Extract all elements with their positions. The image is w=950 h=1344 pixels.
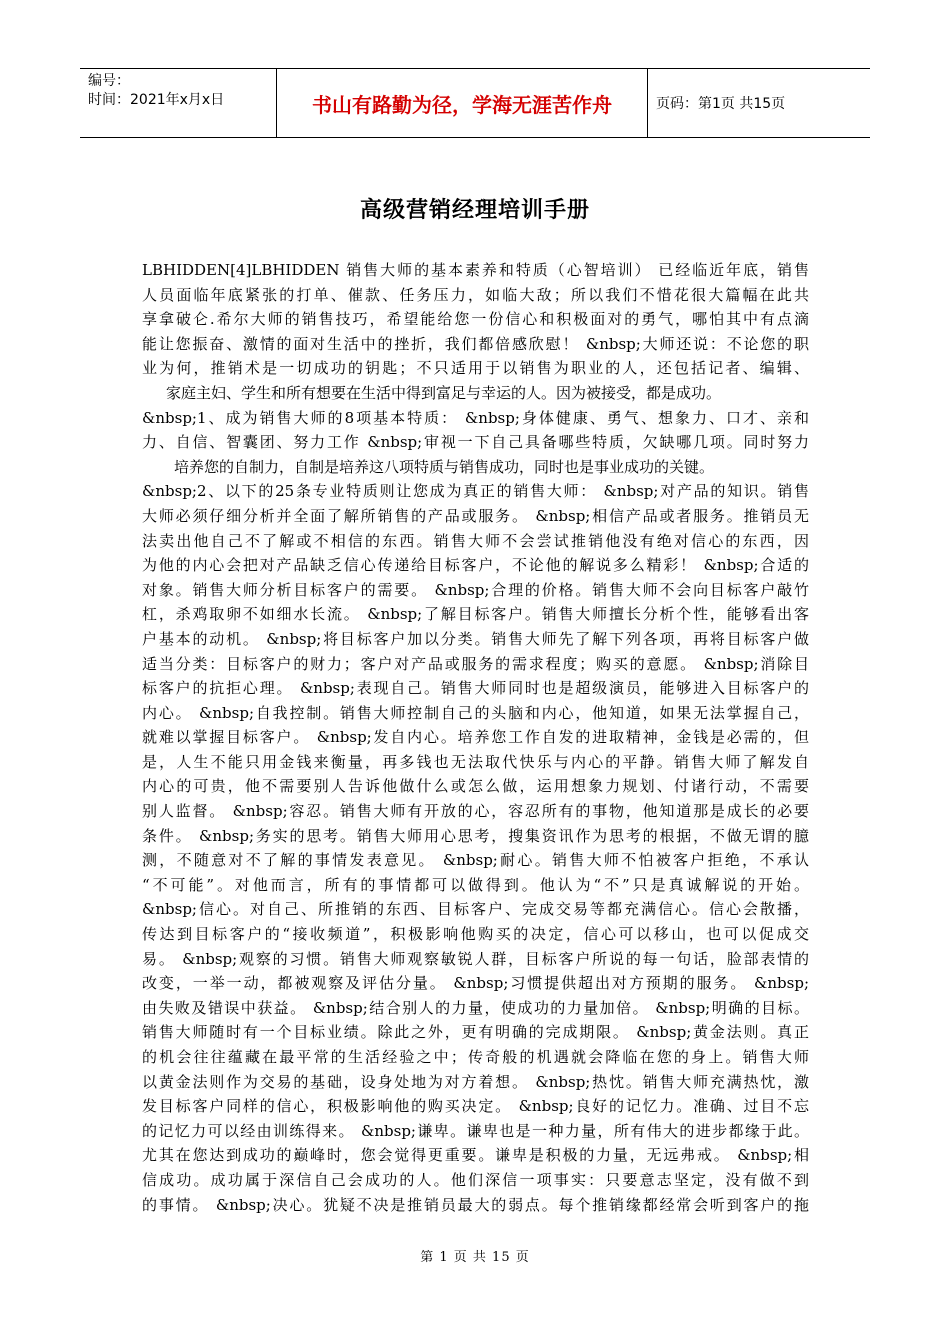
body-line: 人员面临年底紧张的打单、催款、任务压力，如临大敌；所以我们不惜花很大篇幅在此共 — [142, 285, 809, 304]
header-meta — [80, 69, 277, 137]
body-line: &nbsp;信心。对自己、所推销的东西、目标客户、完成交易等都充满信心。信心会散播， — [142, 900, 809, 919]
body-line: 测，不随意对不了解的事情发表意见。 &nbsp;耐心。销售大师不怕被客户拒绝，不承认 — [142, 851, 809, 870]
header-motto: 书山有路勤为径，学海无涯苦作舟 — [277, 69, 648, 137]
body-line: 户基本的动机。 &nbsp;将目标客户加以分类。销售大师先了解下列各项，再将目标客户做 — [142, 629, 809, 648]
document-title: 高级营销经理培训手册 — [359, 197, 590, 223]
body-line: 培养您的自制力，自制是培养这八项特质与销售成功，同时也是事业成功的关键。 — [174, 457, 715, 476]
body-line: 是，人生不能只用金钱来衡量，再多钱也无法取代快乐与内心的平静。销售大师了解发自 — [142, 752, 809, 771]
page-footer: 第 1 页 共 15 页 — [420, 1250, 530, 1265]
body-line: 销售大师随时有一个目标业绩。除此之外，更有明确的完成期限。 &nbsp;黄金法则。真正 — [142, 1023, 809, 1042]
body-line: 发目标客户同样的信心，积极影响他的购买决定。 &nbsp;良好的记忆力。准确、过目不忘 — [142, 1097, 809, 1116]
body-line: &nbsp;1、成为销售大师的8项基本特质： &nbsp;身体健康、勇气、想象力、口才、亲和 — [142, 408, 809, 427]
body-line: 易。 &nbsp;观察的习惯。销售大师观察敏锐人群，目标客户所说的每一句话，脸部表情的 — [142, 949, 809, 968]
body-line: “不可能”。对他而言，所有的事情都可以做得到。他认为“不”只是真诚解说的开始。 — [142, 875, 809, 894]
body-line: 大师必须仔细分析并全面了解所销售的产品或服务。 &nbsp;相信产品或者服务。推销员无 — [142, 506, 809, 525]
body-line: LBHIDDEN[4]LBHIDDEN 销售大师的基本素养和特质（心智培训） 已经临近年底，销售 — [142, 261, 809, 279]
body-line: 传达到目标客户的“接收频道”，积极影响他购买的决定，信心可以移山，也可以促成交 — [142, 925, 809, 944]
body-line: 改变，一举一动，都被观察及评估分量。 &nbsp;习惯提供超出对方预期的服务。 &nbsp; — [142, 974, 809, 993]
body-line: 信成功。成功属于深信自己会成功的人。他们深信一项事实：只要意志坚定，没有做不到 — [142, 1170, 809, 1189]
body-line: 杠，杀鸡取卵不如细水长流。 &nbsp;了解目标客户。销售大师擅长分析个性，能够看出客 — [142, 605, 809, 624]
body-line: 家庭主妇、学生和所有想要在生活中得到富足与幸运的人。因为被接受，都是成功。 — [166, 383, 722, 402]
body-line: 条件。 &nbsp;务实的思考。销售大师用心思考，搜集资讯作为思考的根据，不做无谓的臆 — [142, 826, 809, 845]
document-number-label: 编号： — [88, 73, 130, 89]
body-line: 为他的内心会把对产品缺乏信心传递给目标客户，不论他的解说多么精彩！ &nbsp;合适的 — [142, 556, 809, 575]
body-line: &nbsp;2、以下的25条专业特质则让您成为真正的销售大师： &nbsp;对产品的知识。销售 — [142, 482, 809, 501]
document-body — [142, 258, 809, 1217]
body-line: 由失败及错误中获益。 &nbsp;结合别人的力量，使成功的力量加倍。 &nbsp;明确的目标。 — [142, 998, 809, 1017]
header-page-info: 页码：第1页 共15页 — [656, 96, 786, 112]
body-line: 适当分类：目标客户的财力；客户对产品或服务的需求程度；购买的意愿。 &nbsp;消除目 — [142, 654, 809, 673]
page-header — [80, 68, 870, 138]
body-line: 的事情。 &nbsp;决心。犹疑不决是推销员最大的弱点。每个推销缘都经常会听到客户的拖 — [142, 1195, 809, 1214]
body-line: 享拿破仑.希尔大师的销售技巧，希望能给您一份信心和积极面对的勇气，哪怕其中有点滴 — [142, 310, 809, 329]
body-line: 内心的可贵，他不需要别人告诉他做什么或怎么做，运用想象力规划、付诸行动，不需要 — [142, 777, 809, 796]
body-line: 内心。 &nbsp;自我控制。销售大师控制自己的头脑和内心，他知道，如果无法掌握自己， — [142, 703, 809, 722]
body-line: 以黄金法则作为交易的基础，设身处地为对方着想。 &nbsp;热忱。销售大师充满热忱，激 — [142, 1072, 809, 1091]
body-line: 的记忆力可以经由训练得来。 &nbsp;谦卑。谦卑也是一种力量，所有伟大的进步都缘于此。 — [142, 1121, 809, 1140]
body-line: 对象。销售大师分析目标客户的需要。 &nbsp;合理的价格。销售大师不会向目标客户敲竹 — [142, 580, 809, 599]
body-line: 法卖出他自己不了解或不相信的东西。销售大师不会尝试推销他没有绝对信心的东西，因 — [142, 531, 809, 550]
document-date: 时间：2021年x月x日 — [88, 92, 225, 108]
body-line: 能让您振奋、激情的面对生活中的挫折，我们都倍感欣慰！ &nbsp;大师还说：不论您的职 — [142, 334, 809, 353]
body-line: 别人监督。 &nbsp;容忍。销售大师有开放的心，容忍所有的事物，他知道那是成长的必要 — [142, 802, 809, 821]
body-line: 业为何，推销术是一切成功的钥匙；不只适用于以销售为职业的人，还包括记者、编辑、 — [142, 359, 809, 378]
body-line: 的机会往往蕴藏在最平常的生活经验之中；传奇般的机遇就会降临在您的身上。销售大师 — [142, 1048, 809, 1066]
body-line: 就难以掌握目标客户。 &nbsp;发自内心。培养您工作自发的进取精神，金钱是必需的，但 — [142, 728, 809, 747]
body-line: 力、自信、智囊团、努力工作 &nbsp;审视一下自己具备哪些特质，欠缺哪几项。同时努力 — [142, 433, 809, 452]
body-line: 尤其在您达到成功的巅峰时，您会觉得更重要。谦卑是积极的力量，无远弗戒。 &nbsp;相 — [142, 1146, 809, 1165]
body-line: 标客户的抗拒心理。 &nbsp;表现自己。销售大师同时也是超级演员，能够进入目标客户的 — [142, 679, 809, 698]
